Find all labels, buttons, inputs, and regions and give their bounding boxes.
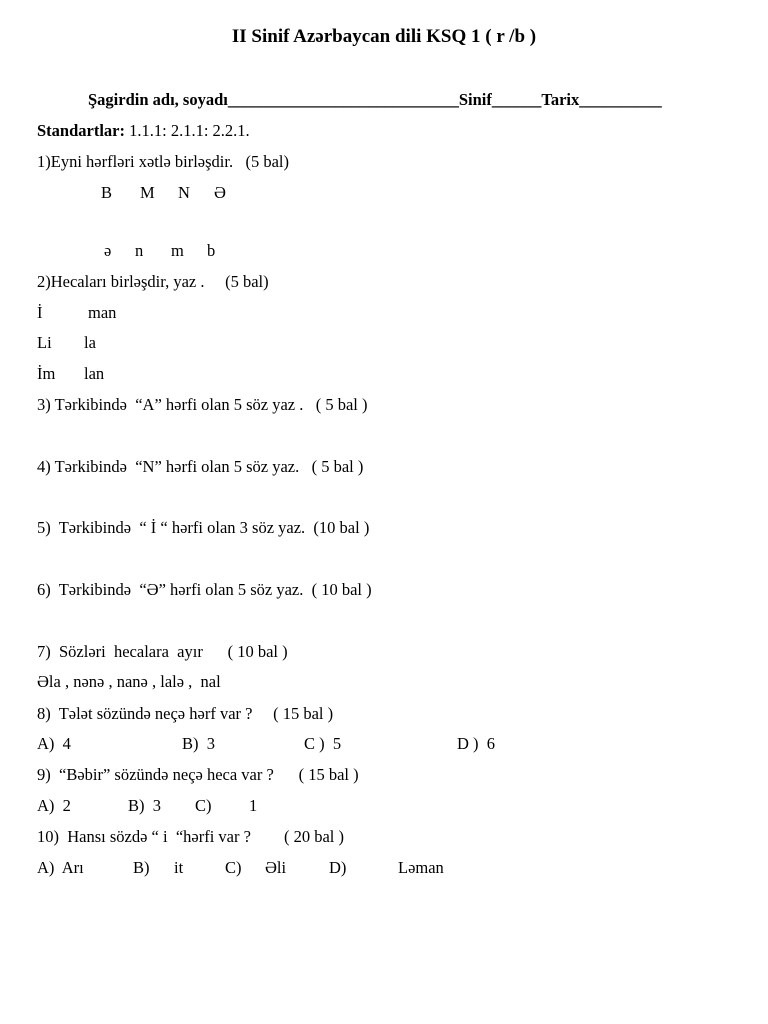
- q10-option: D): [329, 858, 347, 877]
- q1-lower-letter: ə: [104, 241, 112, 260]
- q8-option: D ) 6: [457, 734, 496, 753]
- question-1: 1)Eyni hərfləri xətlə birləşdir. (5 bal): [37, 152, 289, 171]
- page-title: II Sinif Azərbaycan dili KSQ 1 ( r /b ): [231, 26, 537, 47]
- q10-option: A) Arı: [37, 858, 84, 877]
- q9-option: B) 3: [128, 796, 161, 815]
- q8-option: A) 4: [37, 734, 71, 753]
- q1-lower-letter: m: [171, 241, 184, 260]
- q8-option: C ) 5: [304, 734, 342, 753]
- q1-lower-letter: b: [207, 241, 216, 260]
- q10-option: C): [225, 858, 242, 877]
- standards-value: 1.1.1: 2.1.1: 2.2.1.: [125, 121, 250, 140]
- q10-option: Ləman: [398, 858, 444, 877]
- q10-option: it: [174, 858, 184, 877]
- q2-syllable-left: İm: [37, 364, 56, 383]
- q9-option: C): [195, 796, 212, 815]
- q1-upper-letter: M: [140, 183, 155, 202]
- question-4: 4) Tərkibində “N” hərfi olan 5 söz yaz. ( 5 bal ): [37, 457, 364, 476]
- q9-option: A) 2: [37, 796, 71, 815]
- question-2: 2)Hecaları birləşdir, yaz . (5 bal): [37, 272, 269, 291]
- question-3: 3) Tərkibində “A” hərfi olan 5 söz yaz . ( 5 bal ): [37, 395, 368, 414]
- standards-label: Standartlar:: [37, 121, 125, 140]
- q9-option: 1: [249, 796, 258, 815]
- q2-syllable-right: lan: [84, 364, 105, 383]
- q10-option: Əli: [265, 858, 287, 877]
- q8-option: B) 3: [182, 734, 215, 753]
- q1-lower-letter: n: [135, 241, 144, 260]
- question-8: 8) Tələt sözündə neçə hərf var ? ( 15 bal ): [37, 704, 334, 723]
- q1-upper-letter: Ə: [214, 183, 226, 202]
- question-5: 5) Tərkibində “ İ “ hərfi olan 3 söz yaz. (10 bal ): [37, 518, 370, 537]
- q1-upper-letter: N: [178, 183, 190, 202]
- question-6: 6) Tərkibində “Ə” hərfi olan 5 söz yaz. ( 10 bal ): [37, 580, 372, 599]
- student-info-line: Şagirdin adı, soyadı____________________________Sinif______Tarix__________: [88, 90, 662, 109]
- standards-line: [37, 121, 250, 141]
- question-9: 9) “Bəbir” sözündə neçə heca var ? ( 15 bal ): [37, 765, 359, 784]
- q7-words: Əla , nənə , nanə , lalə , nal: [37, 672, 221, 691]
- q1-upper-letter: B: [101, 183, 113, 202]
- question-7: 7) Sözləri hecalara ayır ( 10 bal ): [37, 642, 288, 661]
- q2-syllable-right: la: [84, 333, 96, 352]
- q2-syllable-left: İ: [37, 303, 43, 322]
- q10-option: B): [133, 858, 150, 877]
- q2-syllable-right: man: [88, 303, 117, 322]
- question-10: 10) Hansı sözdə “ i “hərfi var ? ( 20 bal ): [37, 827, 344, 846]
- q2-syllable-left: Li: [37, 333, 52, 352]
